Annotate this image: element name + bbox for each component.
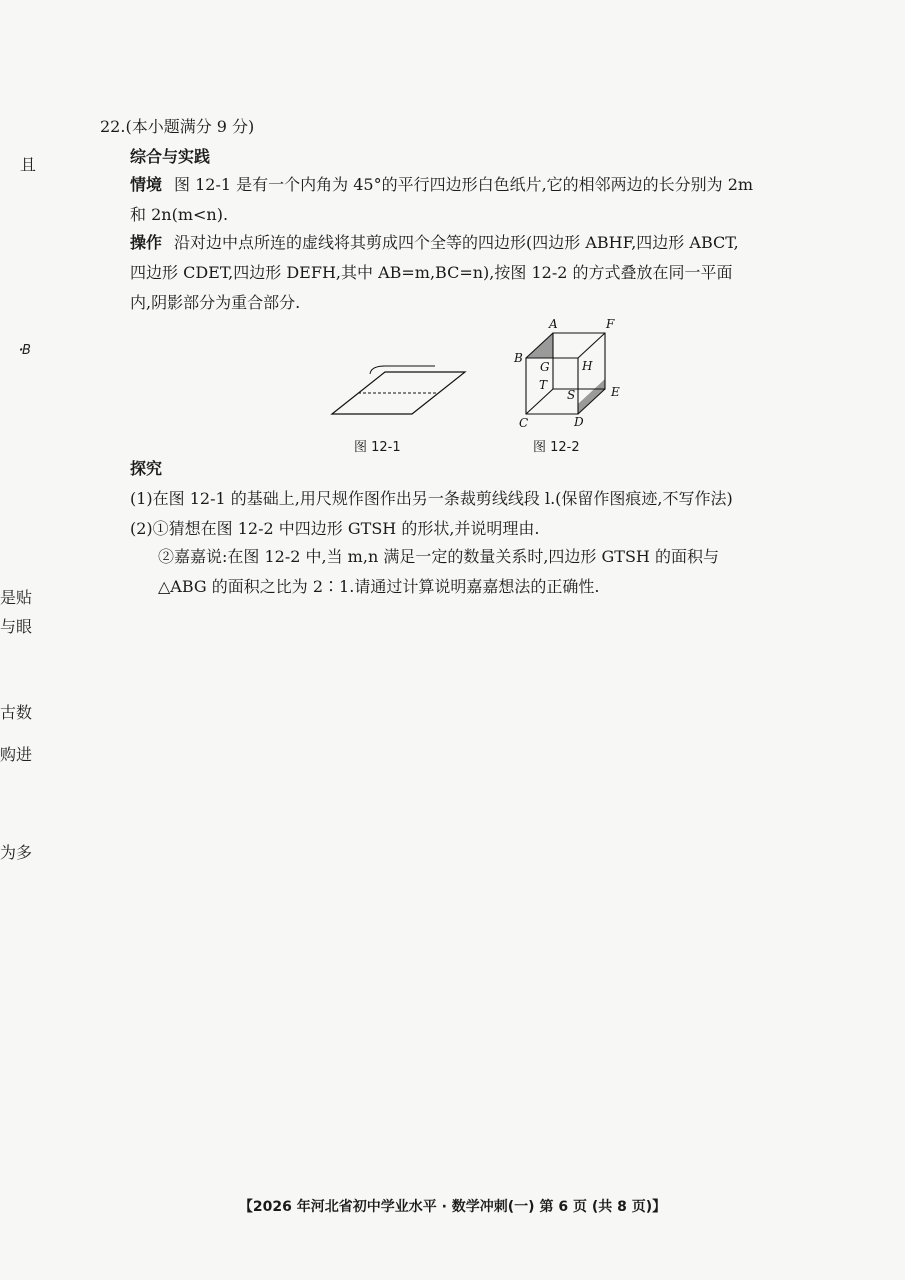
margin-fragment: 为多 — [0, 843, 33, 862]
label-H: H — [582, 359, 593, 373]
margin-fragment: 与眼 — [0, 617, 33, 636]
label-D: D — [574, 415, 584, 429]
margin-fragment: 是贴 — [0, 588, 33, 607]
explore-title: 探究 — [130, 459, 163, 478]
operation-line — [130, 232, 739, 254]
problem-heading: 22.(本小题满分 9 分) — [100, 117, 255, 136]
label-S: S — [567, 388, 576, 402]
question-2-2-line-1: ②嘉嘉说:在图 12-2 中,当 m,n 满足一定的数量关系时,四边形 GTSH 的面积与 — [158, 547, 719, 566]
context-line-2: 和 2n(m<n). — [130, 205, 229, 224]
label-B: B — [514, 351, 523, 365]
label-E: E — [611, 385, 620, 399]
margin-fragment: 古数 — [0, 703, 33, 722]
context-line — [130, 174, 753, 196]
question-2-2-line-2: △ABG 的面积之比为 2∶1.请通过计算说明嘉嘉想法的正确性. — [158, 577, 600, 596]
margin-fragment: ꞏB — [18, 343, 31, 358]
question-2-1: (2)①猜想在图 12-2 中四边形 GTSH 的形状,并说明理由. — [130, 519, 540, 538]
question-1: (1)在图 12-1 的基础上,用尺规作图作出另一条裁剪线线段 l.(保留作图痕迹,不写作法) — [130, 489, 733, 508]
figure-12-1-parallelogram — [325, 360, 475, 425]
operation-label: 操作 — [130, 233, 163, 252]
label-F: F — [606, 317, 615, 331]
operation-line-2: 四边形 CDET,四边形 DEFH,其中 AB=m,BC=n),按图 12-2 的方式叠放在同一平面 — [130, 263, 733, 282]
context-text: 图 12-1 是有一个内角为 45°的平行四边形白色纸片,它的相邻两边的长分别为 2m — [174, 175, 754, 194]
label-A: A — [549, 317, 558, 331]
margin-fragment: 购进 — [0, 745, 33, 764]
label-C: C — [519, 416, 529, 430]
label-G: G — [540, 360, 550, 374]
figure-12-2-caption: 图 12-2 — [533, 440, 580, 455]
figure-12-1-caption: 图 12-1 — [354, 440, 401, 455]
operation-text: 沿对边中点所连的虚线将其剪成四个全等的四边形(四边形 ABHF,四边形 ABCT, — [174, 233, 739, 252]
context-label: 情境 — [130, 175, 163, 194]
page-footer: 【2026 年河北省初中学业水平 · 数学冲刺(一) 第 6 页 (共 8 页)】 — [238, 1199, 667, 1215]
label-T: T — [539, 378, 548, 392]
operation-line-3: 内,阴影部分为重合部分. — [130, 293, 301, 312]
section-title: 综合与实践 — [130, 147, 211, 166]
margin-fragment: 且 — [20, 155, 37, 174]
figure-12-2-stacked-quads — [505, 315, 630, 435]
